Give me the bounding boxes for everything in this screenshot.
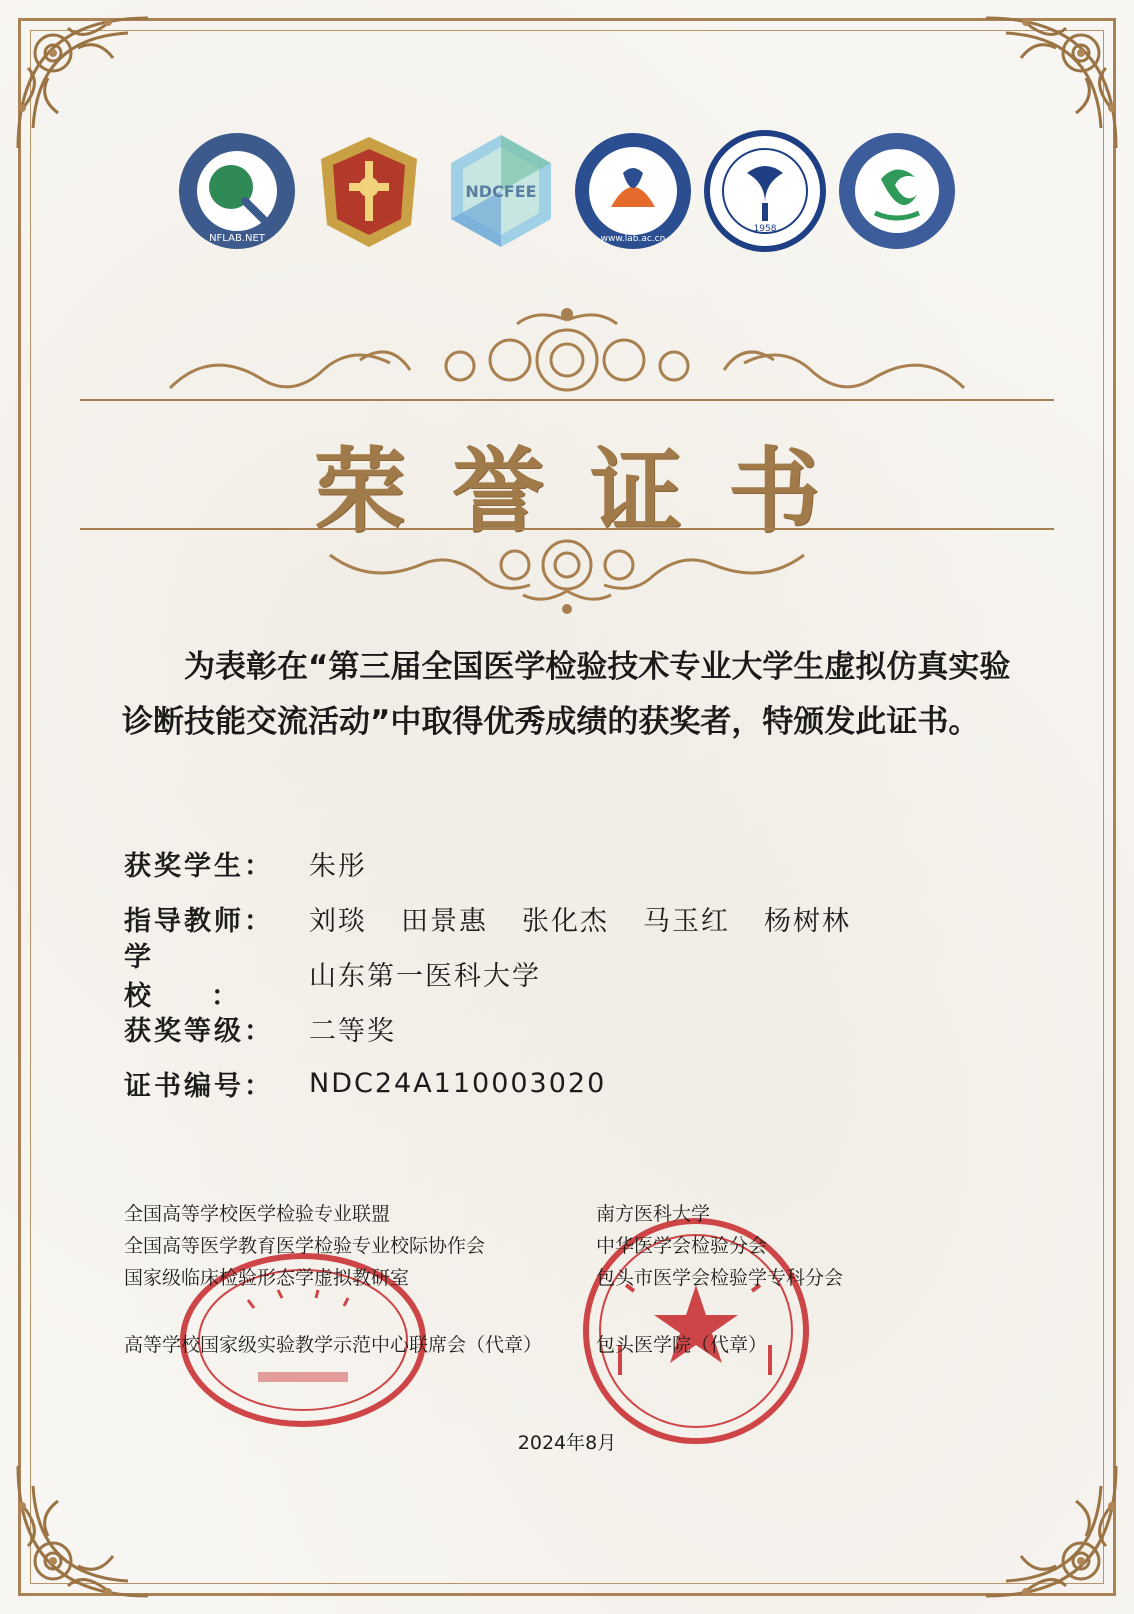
teacher-name: 马玉红 [643,906,730,937]
organizer-name: 中华医学会检验分会 [596,1235,768,1257]
military-medical-emblem-icon [307,126,431,256]
baotou-medical-college-logo-icon [703,126,827,256]
school-label: 学校： [124,941,298,1012]
school-row [124,941,851,1012]
left-seal-note: 高等学校国家级实验教学示范中心联席会（代章） [124,1334,543,1356]
award-row [124,1001,851,1056]
lab-morphology-logo-icon [835,126,959,256]
svg-text:www.lab.ac.cn: www.lab.ac.cn [600,234,666,244]
title-bottom-ornament [80,525,1054,620]
svg-text:1958: 1958 [753,224,777,234]
nflab-logo-icon [175,126,299,256]
logo-row [0,126,1134,256]
organizer-name: 南方医科大学 [596,1203,711,1225]
award-level: 二等奖 [309,1016,396,1047]
right-seal-note: 包头医学院（代章） [596,1334,768,1356]
teacher-name: 杨树林 [764,906,851,937]
title-top-ornament [80,300,1054,415]
corner-ornament-bottom-right [976,1456,1126,1606]
organizers-right [596,1198,843,1294]
organizer-name: 国家级临床检验形态学虚拟教研室 [124,1267,410,1289]
teacher-name: 张化杰 [522,906,609,937]
student-label: 获奖学生： [124,851,274,882]
organizer-name: 全国高等学校医学检验专业联盟 [124,1203,391,1225]
teacher-name: 田景惠 [401,906,488,937]
certificate-title: 荣誉证书 [313,437,866,545]
recipient-info [124,836,851,1111]
teacher-name: 刘琰 [309,906,367,937]
student-name: 朱彤 [309,851,367,882]
organizers-left [124,1198,485,1294]
number-row [124,1056,851,1111]
organizer-name: 全国高等医学教育医学检验专业校际协作会 [124,1235,486,1257]
school-name: 山东第一医科大学 [309,961,541,992]
ndcfee-logo-icon [439,126,563,256]
teachers-label: 指导教师： [124,906,274,937]
student-row [124,836,851,891]
certificate-number: NDC24A110003020 [309,1068,607,1099]
number-label: 证书编号： [124,1071,274,1102]
corner-ornament-bottom-left [8,1456,158,1606]
issue-date: 2024年8月 [517,1432,617,1454]
citation-text: 为表彰在“第三届全国医学检验技术专业大学生虚拟仿真实验诊断技能交流活动”中取得优秀成绩的获奖者，特颁发此证书。 [122,649,1011,740]
svg-text:NFLAB.NET: NFLAB.NET [209,233,265,244]
lab-alliance-logo-icon [571,126,695,256]
teacher-list [309,899,851,938]
svg-text:NDCFEE: NDCFEE [465,182,537,201]
award-label: 获奖等级： [124,1016,274,1047]
organizer-name: 包头市医学会检验学专科分会 [596,1267,844,1289]
